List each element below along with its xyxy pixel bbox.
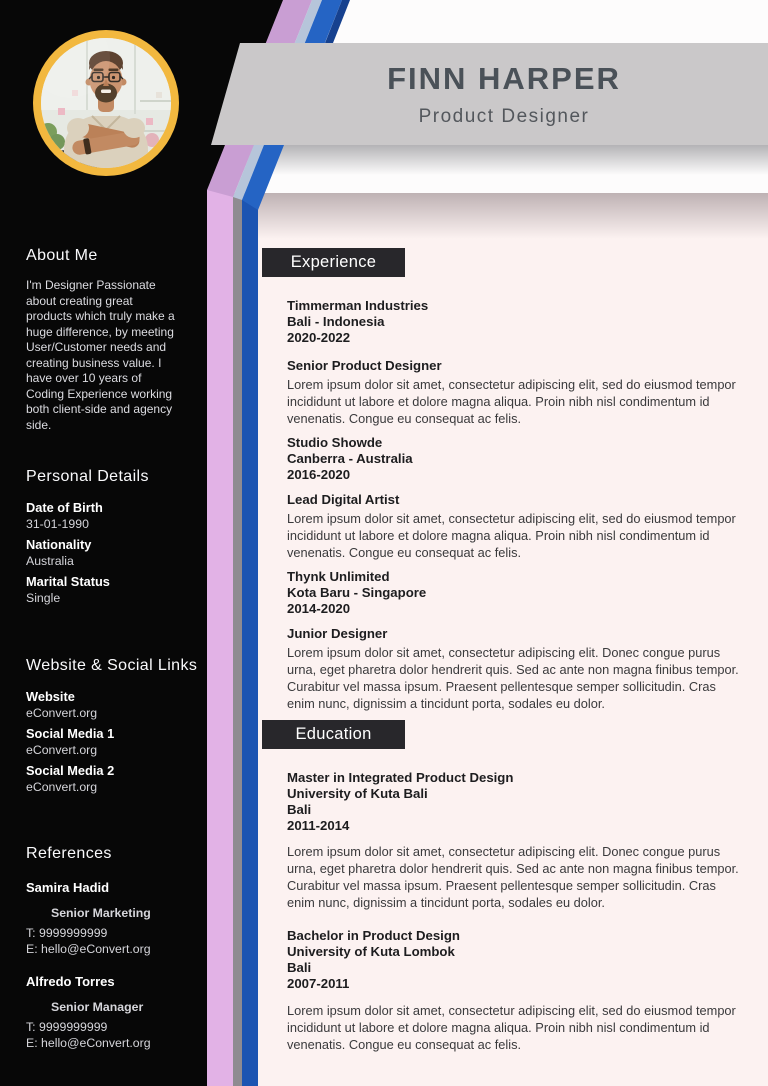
link-label: Social Media 2 [26, 763, 115, 778]
link-value: eConvert.org [26, 743, 98, 757]
school-city: Bali [287, 802, 312, 817]
study-period: 2007-2011 [287, 976, 350, 991]
about-section-title: About Me [26, 247, 98, 264]
school-city: Bali [287, 960, 312, 975]
links-list [26, 689, 184, 795]
job-description: Lorem ipsum dolor sit amet, consectetur adipiscing elit, sed do eiusmod tempor incididunt ut labore et dolore magna aliqua. Proin nibh nisl condimentum id venenatis. Congue eu consequat ac felis. [287, 377, 736, 426]
main-content [262, 248, 746, 1053]
pink-stripe-vertical [207, 190, 233, 1086]
personal-value: 31-01-1990 [26, 517, 89, 531]
company-name: Studio Showde [287, 435, 383, 450]
reference-role: Senior Marketing [51, 906, 151, 920]
link-value: eConvert.org [26, 706, 98, 720]
school-name: University of Kuta Bali [287, 786, 428, 801]
content-panel-top-shadow [230, 193, 768, 239]
link-value: eConvert.org [26, 780, 98, 794]
degree-name: Master in Integrated Product Design [287, 770, 514, 785]
reference-role: Senior Manager [51, 1000, 144, 1014]
job-role: Junior Designer [287, 626, 388, 641]
education-entry-header [262, 770, 746, 834]
reference-phone: T: 9999999999 [26, 1020, 108, 1034]
reference-email: E: hello@eConvert.org [26, 942, 151, 956]
school-name: University of Kuta Lombok [287, 944, 455, 959]
experience-entry-header [262, 569, 746, 617]
employment-period: 2014-2020 [287, 601, 351, 616]
header-banner [240, 43, 768, 145]
reference-entry [26, 973, 184, 1051]
experience-entry-header [262, 298, 746, 346]
reference-name: Samira Hadid [26, 880, 110, 895]
personal-label: Nationality [26, 537, 92, 552]
education-entry-header [262, 928, 746, 992]
experience-entry-header [262, 435, 746, 483]
sidebar [26, 246, 198, 1051]
education-description: Lorem ipsum dolor sit amet, consectetur adipiscing elit. Donec congue purus urna, eget pharetra dolor hendrerit quis. Sed ac ante non magna finibus tempor. Curabitur vel massa ipsum. Praesent pellentesque semper sollicitudin. Cras enim nunc, dignissim a tincidunt porta, sodales eu dolor. [287, 844, 739, 910]
gray-stripe-vertical [233, 197, 242, 1086]
company-name: Timmerman Industries [287, 298, 429, 313]
blue-stripe-vertical [242, 200, 258, 1086]
experience-section-header: Experience [262, 248, 405, 277]
reference-email: E: hello@eConvert.org [26, 1036, 151, 1050]
profile-photo [33, 30, 179, 181]
degree-name: Bachelor in Product Design [287, 928, 460, 943]
job-role: Senior Product Designer [287, 358, 442, 373]
reference-phone: T: 9999999999 [26, 926, 108, 940]
personal-value: Single [26, 591, 61, 605]
personal-details-title: Personal Details [26, 468, 149, 485]
company-location: Bali - Indonesia [287, 314, 385, 329]
banner-drop-shadow [205, 145, 768, 175]
profile-photo-illustration [33, 30, 179, 176]
job-role: Lead Digital Artist [287, 492, 400, 507]
links-section-title: Website & Social Links [26, 657, 198, 674]
personal-label: Date of Birth [26, 500, 103, 515]
employment-period: 2020-2022 [287, 330, 351, 345]
reference-name: Alfredo Torres [26, 974, 115, 989]
personal-details-list [26, 500, 184, 606]
job-description: Lorem ipsum dolor sit amet, consectetur adipiscing elit. Donec congue purus urna, eget pharetra dolor hendrerit quis. Sed ac ante non magna finibus tempor. Curabitur vel massa ipsum. Praesent pellentesque semper sollicitudin. Cras enim nunc, dignissim a tincidunt porta, sodales eu dolor. [287, 645, 739, 711]
education-section-header: Education [262, 720, 405, 749]
job-description: Lorem ipsum dolor sit amet, consectetur adipiscing elit, sed do eiusmod tempor incididunt ut labore et dolore magna aliqua. Proin nibh nisl condimentum id venenatis. Congue eu consequat ac felis. [287, 511, 736, 560]
study-period: 2011-2014 [287, 818, 350, 833]
link-label: Social Media 1 [26, 726, 115, 741]
personal-value: Australia [26, 554, 74, 568]
company-location: Kota Baru - Singapore [287, 585, 427, 600]
employment-period: 2016-2020 [287, 467, 351, 482]
company-name: Thynk Unlimited [287, 569, 390, 584]
about-text: I'm Designer Passionate about creating great products which truly make a huge difference, by meeting User/Customer needs and creating business value. I have over 10 years of Coding Experience working both client-side and agency side. [26, 278, 175, 432]
job-title: Product Designer [418, 105, 590, 127]
education-description: Lorem ipsum dolor sit amet, consectetur adipiscing elit, sed do eiusmod tempor incididunt ut labore et dolore magna aliqua. Proin nibh nisl condimentum id venenatis. Congue eu consequat ac felis. [287, 1003, 736, 1052]
name-heading: FINN HARPER [387, 60, 621, 96]
company-location: Canberra - Australia [287, 451, 413, 466]
references-section-title: References [26, 845, 112, 862]
reference-entry [26, 879, 184, 957]
link-label: Website [26, 689, 75, 704]
personal-label: Marital Status [26, 574, 110, 589]
